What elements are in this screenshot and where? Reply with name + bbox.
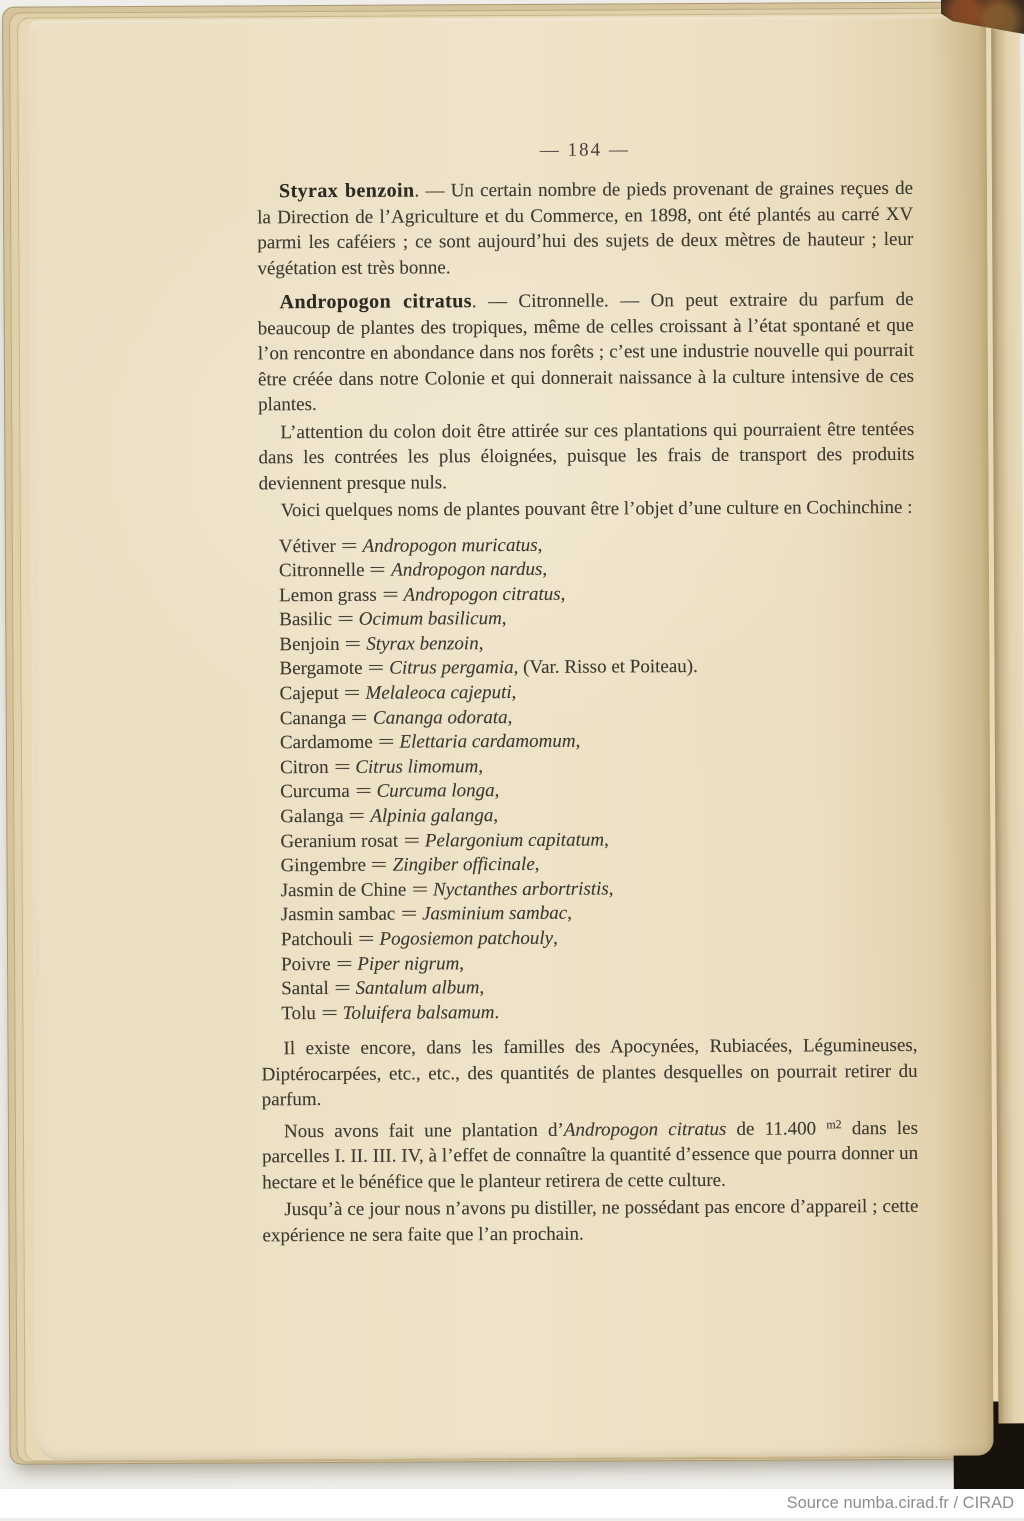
- plant-common-name: Lemon grass: [279, 584, 377, 606]
- plant-common-name: Tolu: [281, 1002, 316, 1024]
- plant-latin-name: Piper nigrum: [357, 952, 460, 975]
- plant-row: [280, 827, 916, 855]
- plant-suffix: ,: [493, 805, 499, 827]
- plant-row: [281, 999, 917, 1027]
- watermark-text: Source numba.cirad.fr / CIRAD: [786, 1494, 1014, 1512]
- paragraph-andropogon-citratus: [258, 287, 915, 418]
- plant-latin-name: Curcuma longa: [376, 780, 495, 803]
- plant-row: [279, 605, 915, 633]
- plant-common-name: Poivre: [281, 953, 331, 975]
- equals-separator: =: [369, 559, 387, 581]
- plant-latin-name: Citrus limomum: [355, 756, 479, 778]
- plant-suffix: ,: [511, 682, 517, 704]
- plant-suffix: ,: [534, 854, 540, 876]
- equals-separator: =: [333, 978, 351, 1000]
- paragraph-styrax-benzoin: [257, 176, 914, 281]
- equals-separator: =: [411, 879, 429, 901]
- plant-common-name: Bergamote: [279, 658, 363, 680]
- equals-separator: =: [333, 756, 351, 778]
- plant-latin-name: Styrax benzoin: [366, 633, 479, 655]
- equals-separator: =: [367, 658, 385, 680]
- paragraph-attention-colon: [258, 416, 914, 496]
- plant-latin-name: Pogosiemon patchouly: [379, 927, 554, 950]
- page-number: — 184 —: [539, 139, 630, 161]
- text-segment: Voici quelques noms de plantes pouvant être l’objet d’une culture en Cochinchine :: [280, 496, 913, 522]
- plant-suffix: ,: [478, 633, 484, 655]
- plant-suffix: ,: [560, 583, 566, 605]
- plant-row: [281, 974, 917, 1002]
- plant-row: [279, 630, 915, 658]
- plant-common-name: Citron: [279, 756, 329, 779]
- plant-row: [280, 704, 916, 732]
- plant-suffix: ,: [552, 927, 558, 949]
- equals-separator: =: [403, 830, 420, 852]
- plant-suffix: ,: [507, 706, 513, 728]
- plant-row: [281, 876, 917, 904]
- plant-suffix: ,: [479, 977, 485, 999]
- plant-latin-name: Melaleoca cajeputi: [365, 682, 512, 704]
- plant-suffix: ,: [478, 755, 484, 778]
- plant-common-name: Patchouli: [280, 928, 353, 951]
- plant-row: [280, 802, 916, 830]
- plant-common-name: Cananga: [279, 707, 347, 729]
- plant-suffix: ,: [501, 608, 507, 630]
- plant-common-name: Curcuma: [280, 781, 350, 803]
- text-segment-sup: m2: [826, 1117, 842, 1132]
- paragraph-familles: [261, 1033, 917, 1113]
- text-segment-b: Styrax benzoin: [278, 179, 415, 203]
- paragraph-voici-noms: [259, 495, 915, 524]
- plant-latin-name: Andropogon citratus: [403, 583, 561, 606]
- equals-separator: =: [351, 707, 368, 729]
- equals-separator: =: [337, 609, 354, 631]
- text-segment: Nous avons fait une plantation d’: [283, 1119, 564, 1143]
- plant-latin-name: Alpinia galanga: [370, 805, 494, 827]
- plant-suffix: , (Var. Risso et Poiteau).: [513, 656, 698, 679]
- plant-row: [279, 654, 915, 682]
- plant-suffix: ,: [542, 558, 548, 580]
- text-segment: Il existe encore, dans les familles des Apocynées, Rubiacées, Légumineuses, Diptérocarpées, etc., etc., des quantités de plantes desquelles on pourrait retirer du parfum.: [261, 1035, 918, 1111]
- text-segment-i: Andropogon citratus: [563, 1118, 727, 1141]
- plant-latin-name: Nyctanthes arbortristis: [432, 878, 609, 901]
- equals-separator: =: [348, 805, 366, 827]
- text-column: [257, 138, 919, 1249]
- plant-latin-name: Jasminium sambac: [421, 903, 568, 925]
- plant-list: [279, 531, 918, 1026]
- text-segment: Jusqu’à ce jour nous n’avons pu distiller, ne possédant pas encore d’appareil ; cette expérience ne sera faite que l’an prochain.: [262, 1196, 919, 1247]
- equals-separator: =: [371, 854, 388, 876]
- plant-common-name: Gingembre: [280, 854, 367, 877]
- plant-common-name: Jasmin sambac: [280, 904, 396, 926]
- equals-separator: =: [381, 584, 399, 606]
- plant-row: [279, 556, 915, 584]
- equals-separator: =: [400, 903, 418, 925]
- plant-latin-name: Santalum album: [355, 977, 480, 1000]
- plant-suffix: ,: [608, 878, 614, 900]
- watermark-bar: [0, 1489, 1024, 1518]
- plant-latin-name: Pelargonium capitatum: [424, 829, 605, 852]
- plant-suffix: ,: [459, 952, 465, 974]
- plant-suffix: ,: [575, 730, 581, 752]
- equals-separator: =: [335, 953, 353, 975]
- plant-row: [280, 679, 916, 707]
- plant-row: [279, 531, 915, 559]
- book-page: [28, 16, 994, 1461]
- plant-common-name: Santal: [281, 978, 329, 1000]
- plant-latin-name: Citrus pergamia: [389, 657, 514, 680]
- plant-row: [280, 777, 916, 805]
- plant-suffix: ,: [567, 903, 572, 925]
- plant-latin-name: Toluifera balsamum: [342, 1001, 495, 1024]
- equals-separator: =: [340, 535, 358, 557]
- plant-suffix: ,: [603, 829, 609, 851]
- plant-row: [279, 581, 915, 609]
- plant-suffix: ,: [494, 780, 500, 802]
- plant-row: [280, 728, 916, 756]
- plant-row: [281, 925, 917, 953]
- plant-common-name: Vétiver: [278, 535, 336, 557]
- equals-separator: =: [344, 633, 362, 655]
- paragraph-distillation: [262, 1194, 918, 1248]
- paragraph-plantation: [262, 1112, 918, 1196]
- equals-separator: =: [357, 928, 375, 950]
- plant-common-name: Citronnelle: [278, 559, 365, 582]
- plant-row: [280, 851, 916, 879]
- plant-latin-name: Elettaria cardamomum: [399, 730, 576, 753]
- plant-common-name: Basilic: [279, 609, 333, 631]
- plant-latin-name: Andropogon nardus: [391, 558, 543, 581]
- text-segment: . — Un certain nombre de pieds provenant de graines reçues de la Direction de l’Agriculture et du Commerce, en 1898, ont été plantés au carré XV parmi les caféiers ; ce sont aujourd’hui des sujets de deux mètres de hauteur ; leur végétation est très bonne.: [257, 177, 914, 279]
- plant-common-name: Geranium rosat: [280, 830, 399, 852]
- equals-separator: =: [320, 1002, 338, 1024]
- text-segment: dans les parcelles I. II. III. IV, à l’effet de connaître la quantité d’essence que pourra donner un hectare et le bénéfice que le planteur retirera de cette culture.: [262, 1117, 919, 1194]
- plant-row: [280, 753, 916, 781]
- plant-latin-name: Cananga odorata: [372, 706, 508, 729]
- plant-latin-name: Andropogon muricatus: [362, 534, 538, 557]
- plant-common-name: Galanga: [280, 805, 344, 828]
- text-segment: L’attention du colon doit être attirée sur ces plantations qui pourraient être tentées dans les contrées les plus éloignées, puisque les frais de transport des produits deviennent presque nuls.: [258, 418, 915, 494]
- plant-common-name: Jasmin de Chine: [280, 879, 407, 902]
- text-segment: de 11.400: [726, 1118, 827, 1140]
- text-segment-b: Andropogon citratus: [279, 290, 472, 314]
- plant-row: [281, 949, 917, 977]
- plant-suffix: .: [494, 1001, 500, 1023]
- plant-row: [281, 900, 917, 928]
- plant-common-name: Cardamome: [279, 731, 373, 754]
- equals-separator: =: [377, 731, 395, 753]
- equals-separator: =: [343, 682, 361, 704]
- plant-common-name: Benjoin: [279, 633, 340, 656]
- plant-common-name: Cajeput: [279, 682, 339, 705]
- plant-latin-name: Ocimum basilicum: [358, 608, 502, 631]
- plant-suffix: ,: [537, 534, 543, 556]
- equals-separator: =: [354, 781, 372, 803]
- text-segment: . — Citronnelle. — On peut extraire du parfum de beaucoup de plantes des tropiques, même de celles croissant à l’état spontané et que l’on rencontre en abondance dans nos forêts ; c’est une industrie nouvelle qui pourrait être créée dans notre Colonie et qui donnerait naissance à la culture intensive de ces plantes.: [257, 288, 915, 416]
- plant-latin-name: Zingiber officinale: [392, 854, 535, 876]
